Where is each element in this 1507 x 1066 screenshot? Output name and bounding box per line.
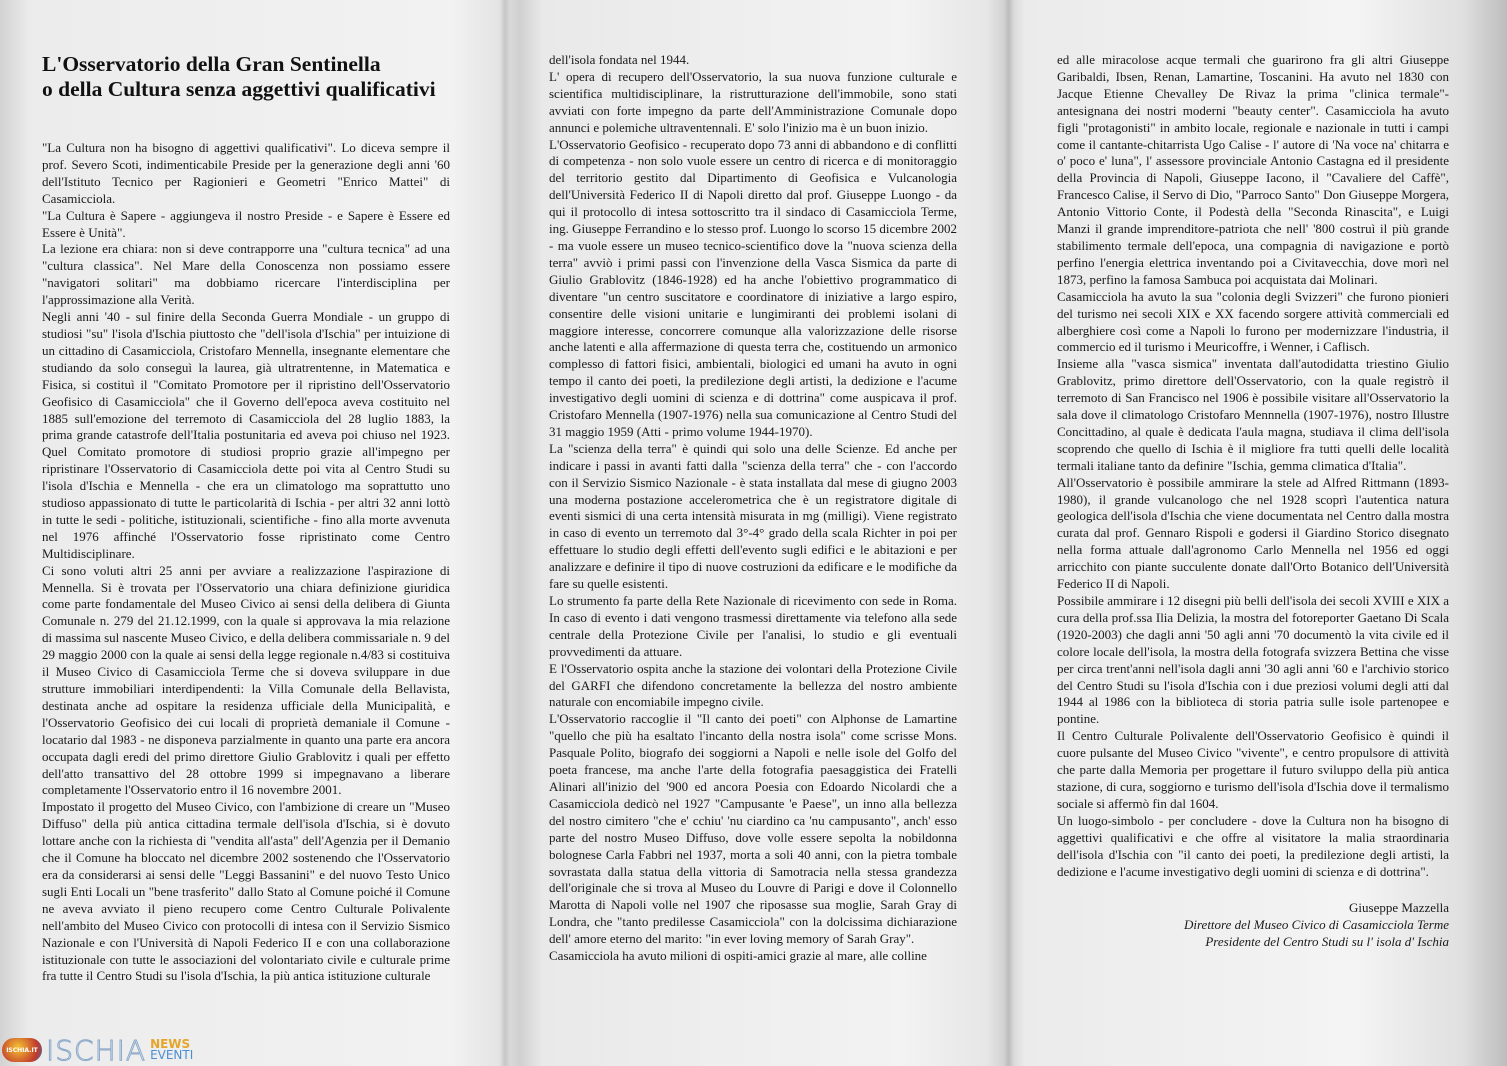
paragraph: Ci sono voluti altri 25 anni per avviare a realizzazione l'aspirazione di Mennella. Si è trovata per l'Osservatorio una chiara definizione giuridica come parte fondamentale del Museo Civico ai sensi della delibera di Giunta Comunale n. 279 del 21.12.1999, con la quale si approvava la mia relazione di massima sul nascente Museo Civico, e della delibera commissariale n. 9 del 29 maggio 2000 con la quale ai sensi della legge regionale n.4/83 si costituiva il Museo Civico di Casamicciola Terme che si doveva sviluppare in due strutture immobiliari interdipendenti: la Villa Comunale della Bellavista, destinata anche ad ospitare la residenza ufficiale della Municipalità, e l'Osservatorio Geofisico dei cui locali di proprietà demaniale il Comune - locatario dal 1983 - ne disponeva parzialmente in quanto una parte era ancora occupata dagli eredi del primo direttore Giulio Grablovitz i quali per effetto dell'atto transattivo del 28 ottobre 1999 si impegnavano a liberare completamente l'Osservatorio entro il 16 novembre 2001. [42,562,450,798]
text-column-3 [1057,52,1449,1027]
paragraph: All'Osservatorio è possibile ammirare la stele ad Alfred Rittmann (1893-1980), il grande vulcanologo che nel 1928 scoprì l'autentica natura geologica dell'isola d'Ischia che viene documentata nel Centro dalla mostra curata dal prof. Gennaro Rispoli e godersi il Giardino Storico disegnato nella forma attuale dall'agronomo Carlo Mennella nel 1956 ed oggi arricchito con piante succulente donate dall'Orto Botanico dell'Università Federico II di Napoli. [1057,474,1449,592]
paragraph: "La Cultura è Sapere - aggiungeva il nostro Preside - e Sapere è Essere ed Essere è Unità". [42,207,450,240]
paragraph: ed alle miracolose acque termali che guarirono fra gli altri Giuseppe Garibaldi, Ibsen, Renan, Lamartine, Toscanini. Ha avuto nel 1830 con Jacque Etienne Chevalley De Rivaz la prima "clinica termale"- antesignana dei nostri moderni "beauty center". Casamicciola ha avuto figli "protagonisti" in ambito locale, regionale e nazionale in tutti i campi come il cantante-chitarrista Ugo Calise - l' autore di 'Na voce na' chitarra e o' poco e' luna", l' assessore provinciale Antonio Castagna ed il presidente della Provincia di Napoli, Giuseppe Iacono, il "Cavaliere del Caffè", Francesco Calise, il Servo di Dio, "Parroco Santo" Don Giuseppe Morgera, Antonio Vittorio Conte, il Podestà della "Seconda Rinascita", e Luigi Manzi il grande imprenditore-patriota che nell' '800 costruì il più grande stabilimento termale dell'epoca, una compagnia di navigazione e portò perfino l'energia elettrica inventando poi a Civitavecchia, dove morì nel 1873, perfino la famosa Sambuca poi acquistata dai Molinari. [1057,52,1449,287]
ischia-news-watermark-logo [2,1033,194,1066]
paragraph: Insieme alla "vasca sismica" inventata dall'autodidatta triestino Giulio Grablovitz, primo direttore dell'Osservatorio, con la quale registrò il terremoto di San Francisco nel 1906 è possibile visitare all'Osservatorio la sala dove il climatologo Cristofaro Mennnella (1907-1976), nostro Illustre Concittadino, al quale è dedicata l'aula magna, studiava il clima dell'isola scoprendo che quello di Ischia è il migliore fra tutti quelli delle località termali italiane tanto da definire "Ischia, gemma climatica d'Italia". [1057,356,1449,473]
paragraph: Impostato il progetto del Museo Civico, con l'ambizione di creare un "Museo Diffuso" della più antica cittadina termale dell'isola d'Ischia, si è dovuto lottare anche con la richiesta di "vendita all'asta" dell'Agenzia per il Demanio che il Comune ha bloccato nel dicembre 2002 sostenendo che l'Osservatorio era da considerarsi ai sensi delle "Leggi Bassanini" e del nuovo Testo Unico sugli Enti Locali un "bene trasferito" dallo Stato al Comune poiché il Comune ne aveva avviato il pieno recupero come Centro Culturale Polivalente nell'ambito del Museo Civico con protocolli di intesa con il Servizio Sismico Nazionale e con l'Università di Napoli Federico II e con una collaborazione istituzionale con tutte le associazioni del volontariato civile e culturale prime fra tutte il Centro Studi su l'isola d'Ischia, la più antica istituzione culturale [42,799,450,984]
article-title [42,52,482,102]
logo-news: NEWS [150,1037,191,1051]
signature-name: Giuseppe Mazzella [1349,900,1449,916]
paragraph: L' opera di recupero dell'Osservatorio, la sua nuova funzione culturale e scientifica multidisciplinare, la ristrutturazione dell'immobile, sono stati avviati con forte impegno da parte dell'Amministrazione Comunale dopo annunci e polemiche ultraventennali. E' solo l'inizio ma è un buon inizio. [549,68,957,135]
paragraph: E l'Osservatorio ospita anche la stazione dei volontari della Protezione Civile del GARFI che difendono concretamente la bellezza del nostro ambiente naturale con encomiabile impegno civile. [549,660,957,710]
fold-line-right [1004,0,1014,1066]
paragraph: "La Cultura non ha bisogno di aggettivi qualificativi". Lo diceva sempre il prof. Severo Scoti, indimenticabile Preside per la generazione degli anni '60 dell'Istituto Tecnico per Ragionieri e Geometri "Enrico Mattei" di Casamicciola. [42,140,450,206]
paragraph: Casamicciola ha avuto la sua "colonia degli Svizzeri" che furono pionieri del turismo nei secoli XIX e XX facendo sorgere attività commerciali ed alberghiere così come a Napoli lo furono per modernizzare l'industria, il commercio ed il turismo i Meuricoffre, i Wenner, i Caflisch. [1057,288,1449,355]
paragraph: dell'isola fondata nel 1944. [549,52,690,67]
paragraph: La lezione era chiara: non si deve contrapporre una "cultura tecnica" ad una "cultura classica". Nel Mare della Conoscenza non possiamo essere "navigatori solitari" ma dobbiamo ricercare l'interdisciplina per l'approssimazione alla Verità. [42,241,450,308]
logo-subtitle [150,1039,193,1061]
paragraph: L'Osservatorio raccoglie il "Il canto dei poeti" con Alphonse de Lamartine "quello che più ha esaltato l'incanto della nostra isola" come scrisse Mons. Pasquale Polito, biografo dei soggiorni a Napoli e nelle isole del Golfo del poeta francese, ma anche l'arte della fotografia paesaggistica dei Fratelli Alinari all'inizio del '900 ed ancora Poesia con Edoardo Nicolardi che a Casamicciola dedicò nel 1927 "Campusante 'e Paese", un inno alla bellezza del nostro cimitero "che e' cchiu' 'nu ciardino ca 'nu campusanto", anch' esso parte del nostro Museo Diffuso, dove volle essere sepolta la nobildonna bolognese Carla Fabbri nel 1937, morta a soli 40 anni, con la pietra tombale sovrastata dalla statua della vittoria di Samotracia nella stessa grandezza dell'originale che si trova al Museo du Louvre di Parigi e dove il Colonnello Marotta di Napoli volle nel 1907 che riposasse sua moglie, Sarah Gray di Londra, che "tanto predilesse Casamicciola" con la dolcissima dichiarazione dell' amore eterno del marito: "in ever loving memory of Sarah Gray". [549,711,957,947]
paragraph: La "scienza della terra" è quindi qui solo una delle Scienze. Ed anche per indicare i passi in avanti fatti dalla "scienza della terra" che - con l'accordo con il Servizio Sismico Nazionale - è stata installata dal mese di giugno 2003 una moderna postazione accelerometrica che è un registratore digitale di eventi sismici di una certa intensità misurata in mg (milligi). Viene registrato in caso di evento un terremoto dal 3°-4° grado della scala Richter in poi per effettuare lo studio degli effetti dell'evento sugli edifici e le abitazioni e per analizzare e definire il tipo di nuove costruzioni da edificare e le modifiche da fare su quelle esistenti. [549,440,957,592]
signature-block [1057,900,1449,951]
signature-role-1: Direttore del Museo Civico di Casamicciola Terme [1183,917,1449,933]
text-column-2 [549,52,957,1027]
logo-word: ISCHIA [46,1033,147,1066]
title-line-1: L'Osservatorio della Gran Sentinella [42,52,381,76]
title-line-2: o della Cultura senza aggettivi qualificativi [42,77,436,101]
logo-badge: ISCHIA.IT [2,1038,42,1062]
signature-role-2: Presidente del Centro Studi su l' isola d' Ischia [1205,934,1449,950]
paragraph: Possibile ammirare i 12 disegni più belli dell'isola dei secoli XVIII e XIX a cura della prof.ssa Ilia Delizia, la mostra del fotoreporter Gaetano Di Scala (1920-2003) che dagli anni '50 agli anni '70 documentò la vita civile ed il colore locale dell'isola, la mostra della fotografa svizzera Bettina che visse per circa trent'anni nell'isola dagli anni '30 agli anni '60 e l'archivio storico del Centro Studi su l'isola d'Ischia con i due preziosi volumi degli atti dal 1944 al 1986 con la biblioteca di storia patria sulle isole partenopee e pontine. [1057,593,1449,727]
text-column-1 [42,140,450,1020]
logo-eventi: EVENTI [150,1048,194,1062]
fold-line-left [500,0,510,1066]
paragraph: Lo strumento fa parte della Rete Nazionale di ricevimento con sede in Roma. In caso di evento i dati vengono trasmessi direttamente via telefono alla sede centrale della Protezione Civile per l'analisi, lo studio e gli eventuali provvedimenti da attuare. [549,593,957,659]
paragraph: Un luogo-simbolo - per concludere - dove la Cultura non ha bisogno di aggettivi qualificativi e che offre al visitatore la malia straordinaria dell'isola d'Ischia con "il canto dei poeti, la predilezione degli artisti, la dedizione e l'acume investigativo degli uomini di scienza e di dottrina". [1057,812,1449,879]
paragraph: Casamicciola ha avuto milioni di ospiti-amici grazie al mare, alle colline [549,948,927,964]
paragraph: Negli anni '40 - sul finire della Seconda Guerra Mondiale - un gruppo di studiosi "su" l'isola d'Ischia piuttosto che "dell'isola d'Ischia" per intuizione di un cittadino di Casamicciola, Cristofaro Mennella, insegnante elementare che studiando da solo conseguì la laurea, già ultratrentenne, in Matematica e Fisica, si costituì il "Comitato Promotore per il ripristino dell'Osservatorio Geofisico di Casamicciola" che il Governo dell'epoca aveva costituito nel 1885 sull'emozione del terremoto di Casamicciola del 28 luglio 1883, la prima grande catastrofe dell'Italia postunitaria ed aveva poi chiuso nel 1923. Quel Comitato promotore di studiosi proprio grazie all'impegno per ripristinare l'Osservatorio di Casamicciola dette poi vita al Centro Studi su l'isola d'Ischia e Mennella - che era un climatologo ma soprattutto uno studioso appassionato di tutte le particolarità di Ischia - per altri 32 anni lottò in tutte le sedi - politiche, istituzionali, scientifiche - fino alla morte avvenuta nel 1976 affinché l'Osservatorio fosse ripristinato come Centro Multidisciplinare. [42,309,450,561]
paragraph: Il Centro Culturale Polivalente dell'Osservatorio Geofisico è quindi il cuore pulsante del Museo Civico "vivente", e centro propulsore di attività che parte dalla Memoria per progettare il futuro sviluppo della più antica stazione, di cura, soggiorno e turismo dell'isola d'Ischia dove il termalismo sociale si affermò fin dal 1604. [1057,728,1449,811]
paragraph: L'Osservatorio Geofisico - recuperato dopo 73 anni di abbandono e di conflitti di competenza - non solo vuole essere un centro di ricerca e di monitoraggio del territorio gestito dal Dipartimento di Geofisica e Vulcanologia dell'Università Federico II di Napoli diretto dal prof. Giuseppe Luongo - da qui il protocollo di intesa sottoscritto tra il sindaco di Casamicciola Terme, ing. Giuseppe Ferrandino e lo stesso prof. Luongo lo scorso 15 dicembre 2002 - ma vuole essere un museo tecnico-scientifico dove la "nuova scienza della terra" avviò i primi passi con l'invenzione della Vasca Sismica da parte di Giulio Grablovitz (1846-1928) ed ha anche l'obiettivo programmatico di diventare "un centro suscitatore e coordinatore di iniziative a largo espiro, consentire delle visioni unitarie e lungimiranti dei problemi isolani di maggiore interesse, concorrere comunque alla valorizzazione delle risorse anche latenti e alla affermazione di questa terra che, costituendo un armonico complesso di fattori fisici, ambientali, biologici ed umani ha avuto in ogni tempo il canto dei poeti, la predilezione degli artisti, la dedizione e l'acume investigativo degli uomini di scienza e di dottrina" come auspicava il prof. Cristofaro Mennella (1907-1976) nella sua comunicazione al Centro Studi del 31 maggio 1959 (Atti - primo volume 1944-1970). [549,136,957,439]
